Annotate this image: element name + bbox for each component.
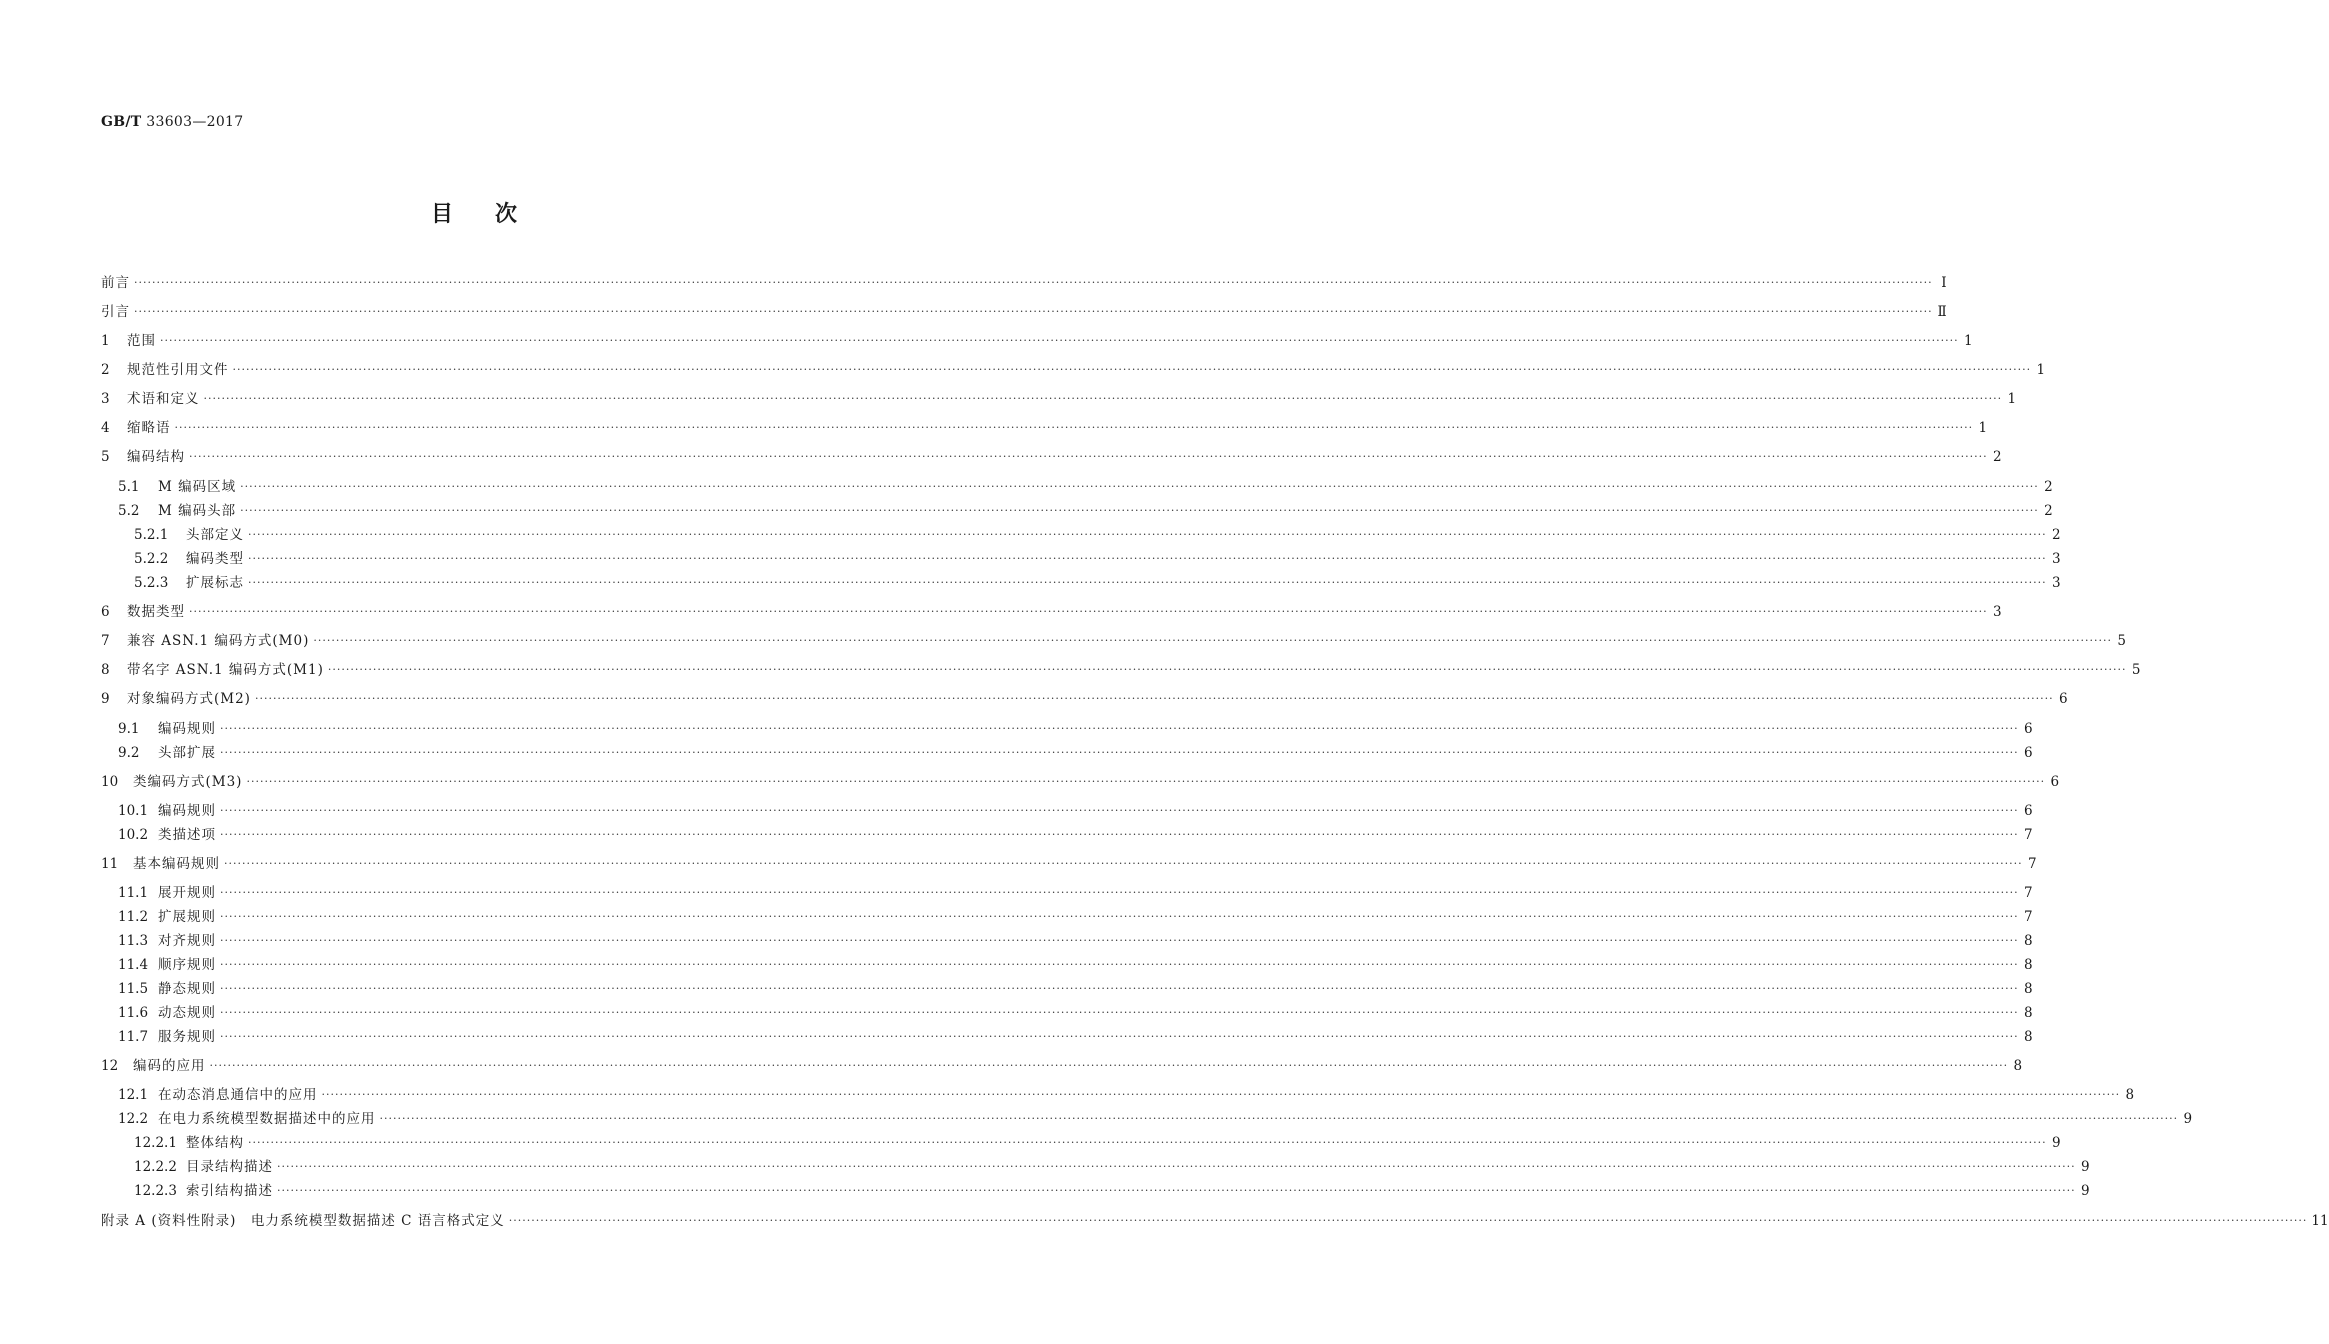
toc-entry[interactable]: [101, 302, 1947, 322]
toc-entry-page: 7: [2028, 856, 2037, 872]
toc-entry-page: 5: [2117, 633, 2126, 649]
toc-entry[interactable]: [118, 1085, 2135, 1105]
toc-entry-page: 7: [2024, 909, 2033, 925]
standard-number: 33603—2017: [146, 114, 244, 130]
toc-entry-label: 数据类型: [127, 604, 185, 620]
toc-entry[interactable]: [101, 660, 2141, 680]
toc-entry-number: 8: [101, 662, 110, 678]
toc-entry-page: 3: [2052, 551, 2061, 567]
toc-entry-label: 展开规则: [158, 885, 216, 901]
toc-entry-page: 6: [2024, 745, 2033, 761]
toc-dot-leader: ················································································································································································································································································································································································································: [220, 934, 2019, 947]
toc-dot-leader: ················································································································································································································································································································································································································: [203, 392, 2003, 405]
toc-entry-label: 编码规则: [158, 721, 216, 737]
toc-dot-leader: ················································································································································································································································································································································································································: [189, 450, 1988, 463]
toc-entry-page: 8: [2024, 981, 2033, 997]
toc-entry[interactable]: [118, 477, 2053, 497]
toc-entry-number: 11: [101, 856, 119, 872]
title-char-1: 目: [430, 202, 455, 227]
toc-entry-page: 1: [1964, 333, 1973, 349]
toc-entry[interactable]: [101, 360, 2046, 380]
toc-entry-page: 9: [2183, 1111, 2193, 1127]
toc-entry-number: 5.2.3: [134, 575, 169, 591]
toc-entry[interactable]: [118, 801, 2033, 821]
toc-entry-number: 9: [101, 691, 110, 707]
toc-entry-number: 12.2.1: [134, 1135, 177, 1151]
toc-entry-number: 12.2: [118, 1111, 149, 1127]
toc-entry-label: 类编码方式(M3): [133, 774, 243, 790]
toc-entry-number: 7: [101, 633, 110, 649]
toc-entry[interactable]: [101, 689, 2068, 709]
toc-dot-leader: ················································································································································································································································································································································································································: [220, 722, 2019, 735]
toc-entry-number: 6: [101, 604, 110, 620]
toc-entry-page: 1: [2007, 391, 2017, 407]
toc-entry-number: 11.3: [118, 933, 149, 949]
toc-entry-label: 范围: [127, 333, 156, 349]
toc-dot-leader: ················································································································································································································································································································································································································: [248, 576, 2047, 589]
toc-entry-number: 5.2.2: [134, 551, 169, 567]
toc-entry-number: 9.1: [118, 721, 140, 737]
toc-entry-label: 头部定义: [186, 527, 244, 543]
toc-entry-page: 3: [2052, 575, 2061, 591]
toc-entry-label: 规范性引用文件: [127, 362, 229, 378]
toc-entry-label: 整体结构: [186, 1135, 244, 1151]
toc-entry[interactable]: [101, 602, 2002, 622]
toc-entry-page: 8: [2024, 1029, 2033, 1045]
toc-entry-page: 8: [2024, 1005, 2033, 1021]
toc-dot-leader: ················································································································································································································································································································································································································: [327, 663, 2127, 676]
toc-entry[interactable]: [118, 743, 2033, 763]
toc-entry-page: 6: [2050, 774, 2060, 790]
toc-entry-label: 服务规则: [158, 1029, 216, 1045]
toc-entry-number: 11.7: [118, 1029, 149, 1045]
toc-entry-page: 6: [2059, 691, 2068, 707]
toc-entry-page: 2: [2052, 527, 2061, 543]
toc-dot-leader: ················································································································································································································································································································································································································: [248, 528, 2047, 541]
toc-entry-page: 6: [2024, 803, 2033, 819]
toc-entry-number: 10.2: [118, 827, 149, 843]
toc-entry-page: 9: [2081, 1159, 2090, 1175]
toc-entry-label: 头部扩展: [158, 745, 216, 761]
toc-dot-leader: ················································································································································································································································································································································································································: [134, 276, 1933, 289]
toc-entry-label: 索引结构描述: [186, 1183, 273, 1199]
toc-entry[interactable]: [101, 1056, 2023, 1076]
toc-entry-label: 基本编码规则: [133, 856, 220, 872]
toc-entry-page: 5: [2131, 662, 2141, 678]
toc-entry-number: 12: [101, 1058, 119, 1074]
toc-dot-leader: ················································································································································································································································································································································································································: [248, 552, 2047, 565]
toc-entry-label: 缩略语: [127, 420, 171, 436]
toc-entry-number: 12.1: [118, 1087, 149, 1103]
toc-entry-page: 6: [2024, 721, 2033, 737]
toc-entry-label: 目录结构描述: [186, 1159, 273, 1175]
toc-entry-label: 在动态消息通信中的应用: [158, 1087, 318, 1103]
toc-entry[interactable]: [101, 631, 2126, 651]
toc-dot-leader: ················································································································································································································································································································································································································: [224, 857, 2023, 870]
toc-entry[interactable]: [134, 1181, 2090, 1201]
toc-entry[interactable]: [101, 418, 1988, 438]
toc-entry[interactable]: [101, 854, 2037, 874]
toc-entry-label: 术语和定义: [127, 391, 200, 407]
toc-entry-label: 编码规则: [158, 803, 216, 819]
toc-entry[interactable]: [101, 447, 2002, 467]
toc-entry-page: 8: [2024, 957, 2033, 973]
toc-entry-label: M 编码区域: [158, 479, 237, 495]
toc-entry-label: 编码类型: [186, 551, 244, 567]
toc-entry[interactable]: [118, 501, 2053, 521]
toc-entry-label: 动态规则: [158, 1005, 216, 1021]
toc-entry-number: 11.6: [118, 1005, 149, 1021]
toc-entry[interactable]: [118, 719, 2033, 739]
toc-entry[interactable]: [134, 549, 2061, 569]
toc-entry-number: 10: [101, 774, 119, 790]
toc-entry-number: 11.4: [118, 957, 149, 973]
toc-entry-number: 11.1: [118, 885, 149, 901]
toc-entry-page: 9: [2052, 1135, 2061, 1151]
toc-entry-number: 2: [101, 362, 110, 378]
toc-dot-leader: ················································································································································································································································································································································································································: [321, 1088, 2121, 1101]
toc-entry[interactable]: [118, 979, 2033, 999]
toc-entry-number: 10.1: [118, 803, 149, 819]
toc-dot-leader: ················································································································································································································································································································································································································: [220, 886, 2019, 899]
toc-entry-number: 12.2.2: [134, 1159, 177, 1175]
toc-entry[interactable]: [118, 907, 2033, 927]
toc-dot-leader: ················································································································································································································································································································································································································: [220, 982, 2019, 995]
toc-entry-label: 扩展规则: [158, 909, 216, 925]
toc-dot-leader: ················································································································································································································································································································································································································: [220, 804, 2019, 817]
standard-code: [101, 114, 243, 130]
toc-dot-leader: ················································································································································································································································································································································································································: [220, 828, 2019, 841]
toc-entry-label: 引言: [101, 304, 130, 320]
toc-entry-label: 对齐规则: [158, 933, 216, 949]
toc-entry-page: 7: [2024, 885, 2033, 901]
toc-entry-page: 2: [2044, 503, 2053, 519]
toc-entry-number: 5.2: [118, 503, 140, 519]
toc-entry-page: 1: [2036, 362, 2046, 378]
toc-entry-label: 类描述项: [158, 827, 216, 843]
toc-entry-number: 3: [101, 391, 110, 407]
toc-entry[interactable]: [118, 931, 2033, 951]
toc-entry-page: 8: [2125, 1087, 2135, 1103]
toc-entry-page: 1: [1978, 420, 1988, 436]
toc-dot-leader: ················································································································································································································································································································································································································: [220, 1006, 2019, 1019]
toc-entry-page: 3: [1993, 604, 2002, 620]
toc-entry-page: 7: [2024, 827, 2033, 843]
toc-entry[interactable]: [101, 331, 1973, 351]
toc-entry[interactable]: [134, 1133, 2061, 1153]
toc-entry[interactable]: [118, 825, 2033, 845]
toc-entry[interactable]: [101, 1211, 2329, 1231]
toc-entry-label: 对象编码方式(M2): [127, 691, 251, 707]
toc-entry-label: 带名字 ASN.1 编码方式(M1): [127, 662, 324, 678]
toc-entry-number: 5.2.1: [134, 527, 169, 543]
toc-dot-leader: ················································································································································································································································································································································································································: [232, 363, 2032, 376]
toc-entry-number: 11.5: [118, 981, 149, 997]
toc-entry-number: 12.2.3: [134, 1183, 177, 1199]
toc-entry[interactable]: [118, 1027, 2033, 1047]
toc-dot-leader: ················································································································································································································································································································································································································: [277, 1184, 2076, 1197]
toc-entry-number: 1: [101, 333, 110, 349]
toc-entry-number: 4: [101, 420, 110, 436]
toc-entry[interactable]: [134, 1157, 2090, 1177]
toc-entry-page: 9: [2081, 1183, 2090, 1199]
toc-dot-leader: ················································································································································································································································································································································································································: [248, 1136, 2047, 1149]
toc-entry-number: 5.1: [118, 479, 140, 495]
toc-dot-leader: ················································································································································································································································································································································································································: [220, 958, 2019, 971]
toc-entry-label: 在电力系统模型数据描述中的应用: [158, 1111, 376, 1127]
toc-dot-leader: ················································································································································································································································································································································································································: [209, 1059, 2009, 1072]
page-title: [0, 197, 950, 228]
toc-dot-leader: ················································································································································································································································································································································································································: [189, 605, 1988, 618]
toc-entry-page: 2: [1993, 449, 2002, 465]
toc-dot-leader: ················································································································································································································································································································································································································: [220, 1030, 2019, 1043]
toc-entry-page: 8: [2024, 933, 2033, 949]
toc-dot-leader: ················································································································································································································································································································································································································: [134, 305, 1933, 318]
toc-entry-label: 兼容 ASN.1 编码方式(M0): [127, 633, 310, 649]
toc-dot-leader: ················································································································································································································································································································································································································: [313, 634, 2112, 647]
toc-dot-leader: ················································································································································································································································································································································································································: [508, 1214, 2308, 1227]
toc-dot-leader: ················································································································································································································································································································································································································: [379, 1112, 2179, 1125]
toc-entry-page: 2: [2044, 479, 2053, 495]
toc-dot-leader: ················································································································································································································································································································································································································: [174, 421, 1974, 434]
toc-entry-label: 扩展标志: [186, 575, 244, 591]
toc-entry-label: 编码结构: [127, 449, 185, 465]
toc-dot-leader: ················································································································································································································································································································································································································: [240, 504, 2039, 517]
toc-dot-leader: ················································································································································································································································································································································································································: [246, 775, 2046, 788]
toc-dot-leader: ················································································································································································································································································································································································································: [220, 910, 2019, 923]
toc-entry-label: M 编码头部: [158, 503, 237, 519]
toc-entry-label: 编码的应用: [133, 1058, 206, 1074]
toc-entry[interactable]: [134, 573, 2061, 593]
toc-entry[interactable]: [118, 1003, 2033, 1023]
toc-entry[interactable]: [134, 525, 2061, 545]
toc-entry-number: 9.2: [118, 745, 140, 761]
toc-dot-leader: ················································································································································································································································································································································································································: [160, 334, 1959, 347]
toc-entry-page: 11: [2311, 1213, 2329, 1229]
toc-entry-page: 8: [2013, 1058, 2023, 1074]
toc-dot-leader: ················································································································································································································································································································································································································: [254, 692, 2054, 705]
toc-entry[interactable]: [118, 1109, 2193, 1129]
toc-entry-number: 5: [101, 449, 110, 465]
toc-dot-leader: ················································································································································································································································································································································································································: [220, 746, 2019, 759]
title-char-2: 次: [495, 202, 520, 227]
toc-entry[interactable]: [101, 273, 1947, 293]
standard-prefix: GB/T: [101, 114, 142, 130]
toc-entry-label: 顺序规则: [158, 957, 216, 973]
toc-entry[interactable]: [101, 772, 2060, 792]
toc-entry[interactable]: [101, 389, 2017, 409]
toc-dot-leader: ················································································································································································································································································································································································································: [240, 480, 2039, 493]
toc-entry[interactable]: [118, 883, 2033, 903]
toc-entry-number: 11.2: [118, 909, 149, 925]
toc-entry-label: 静态规则: [158, 981, 216, 997]
toc-dot-leader: ················································································································································································································································································································································································································: [277, 1160, 2076, 1173]
toc-entry-label: 附录 A (资料性附录) 电力系统模型数据描述 C 语言格式定义: [101, 1213, 505, 1229]
toc-entry-label: 前言: [101, 275, 130, 291]
toc-entry-page: Ⅰ: [1941, 275, 1947, 291]
toc-entry[interactable]: [118, 955, 2033, 975]
toc-entry-page: Ⅱ: [1937, 304, 1947, 320]
